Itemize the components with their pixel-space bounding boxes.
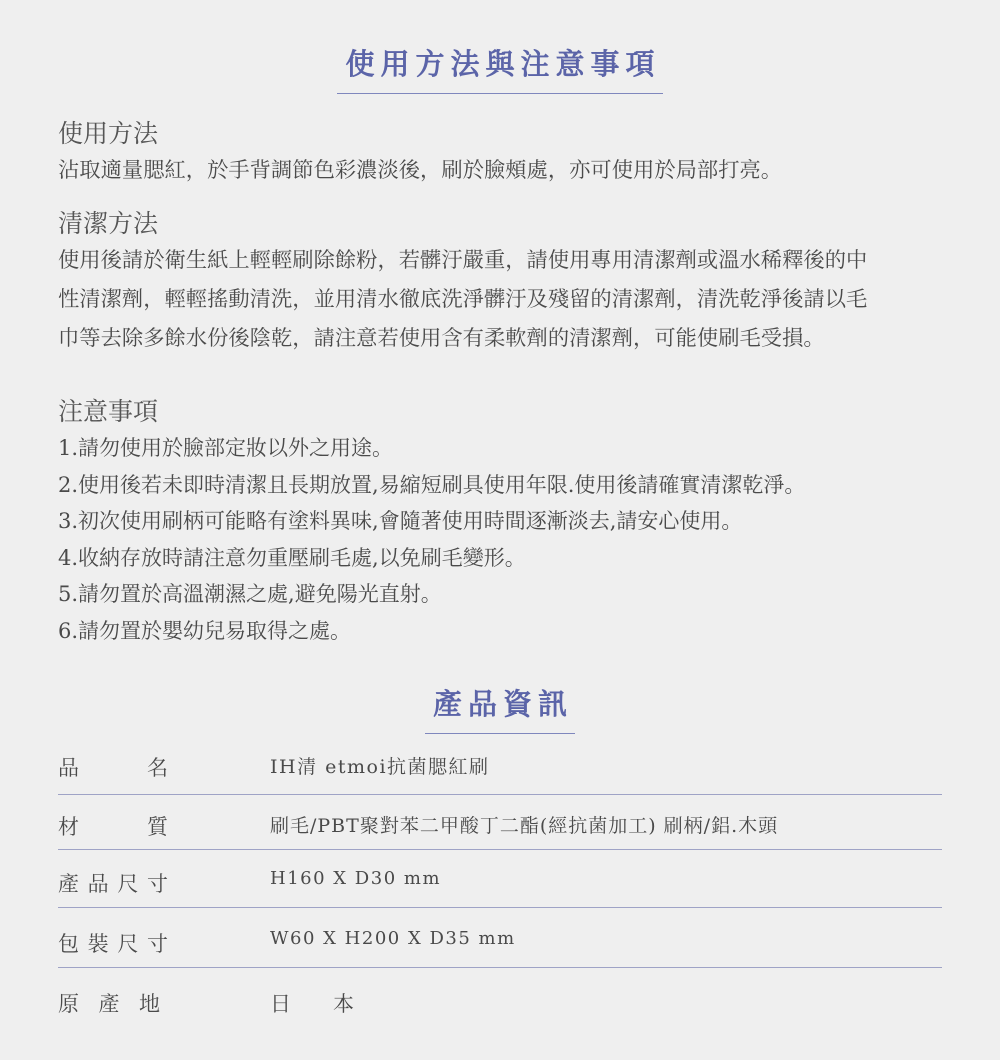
cleaning-text-line: 性清潔劑，輕輕搖動清洗，並用清水徹底洗淨髒汙及殘留的清潔劑，清洗乾淨後請以毛 <box>58 287 868 312</box>
cleaning-method-block <box>58 208 958 357</box>
info-value: IH清 etmoi抗菌腮紅刷 <box>270 756 490 778</box>
section-title-product-info <box>0 682 1000 734</box>
note-item: 4.收納存放時請注意勿重壓刷毛處,以免刷毛變形。 <box>58 545 526 570</box>
info-value: 日 本 <box>270 992 354 1016</box>
info-row-product-name <box>58 738 942 795</box>
usage-text: 沾取適量腮紅，於手背調節色彩濃淡後，刷於臉頰處，亦可使用於局部打亮。 <box>58 158 783 183</box>
info-label: 產品尺寸 <box>58 872 168 896</box>
section-title-usage-and-notes <box>0 42 1000 94</box>
cleaning-text-line: 巾等去除多餘水份後陰乾，請注意若使用含有柔軟劑的清潔劑，可能使刷毛受損。 <box>58 326 825 351</box>
usage-heading: 使用方法 <box>58 119 159 148</box>
info-label: 包裝尺寸 <box>58 932 168 956</box>
info-row-origin <box>58 968 942 1028</box>
note-item: 2.使用後若未即時清潔且長期放置,易縮短刷具使用年限.使用後請確實清潔乾淨。 <box>58 472 806 497</box>
cleaning-text-line: 使用後請於衛生紙上輕輕刷除餘粉，若髒汙嚴重，請使用專用清潔劑或溫水稀釋後的中 <box>58 248 868 273</box>
section-title-text: 產品資訊 <box>425 682 575 734</box>
info-row-material <box>58 795 942 850</box>
section-title-text: 使用方法與注意事項 <box>337 42 662 94</box>
cleaning-heading: 清潔方法 <box>58 209 159 238</box>
note-item: 6.請勿置於嬰幼兒易取得之處。 <box>58 618 352 643</box>
notes-heading: 注意事項 <box>58 397 159 426</box>
note-item: 3.初次使用刷柄可能略有塗料異味,會隨著使用時間逐漸淡去,請安心使用。 <box>58 509 743 533</box>
info-label: 原產地 <box>58 992 160 1016</box>
info-value: H160 X D30 mm <box>270 868 442 889</box>
notes-block <box>58 396 958 649</box>
info-value: W60 X H200 X D35 mm <box>270 928 516 949</box>
note-item: 1.請勿使用於臉部定妝以外之用途。 <box>58 436 394 460</box>
info-row-product-size <box>58 850 942 908</box>
info-value: 刷毛/PBT聚對苯二甲酸丁二酯(經抗菌加工) 刷柄/鋁.木頭 <box>270 815 779 837</box>
note-item: 5.請勿置於高溫潮濕之處,避免陽光直射。 <box>58 582 442 606</box>
info-label: 品名 <box>58 756 168 780</box>
usage-method-block <box>58 118 958 189</box>
product-info-table <box>58 738 942 1028</box>
info-label: 材質 <box>58 815 168 839</box>
info-row-package-size <box>58 908 942 968</box>
